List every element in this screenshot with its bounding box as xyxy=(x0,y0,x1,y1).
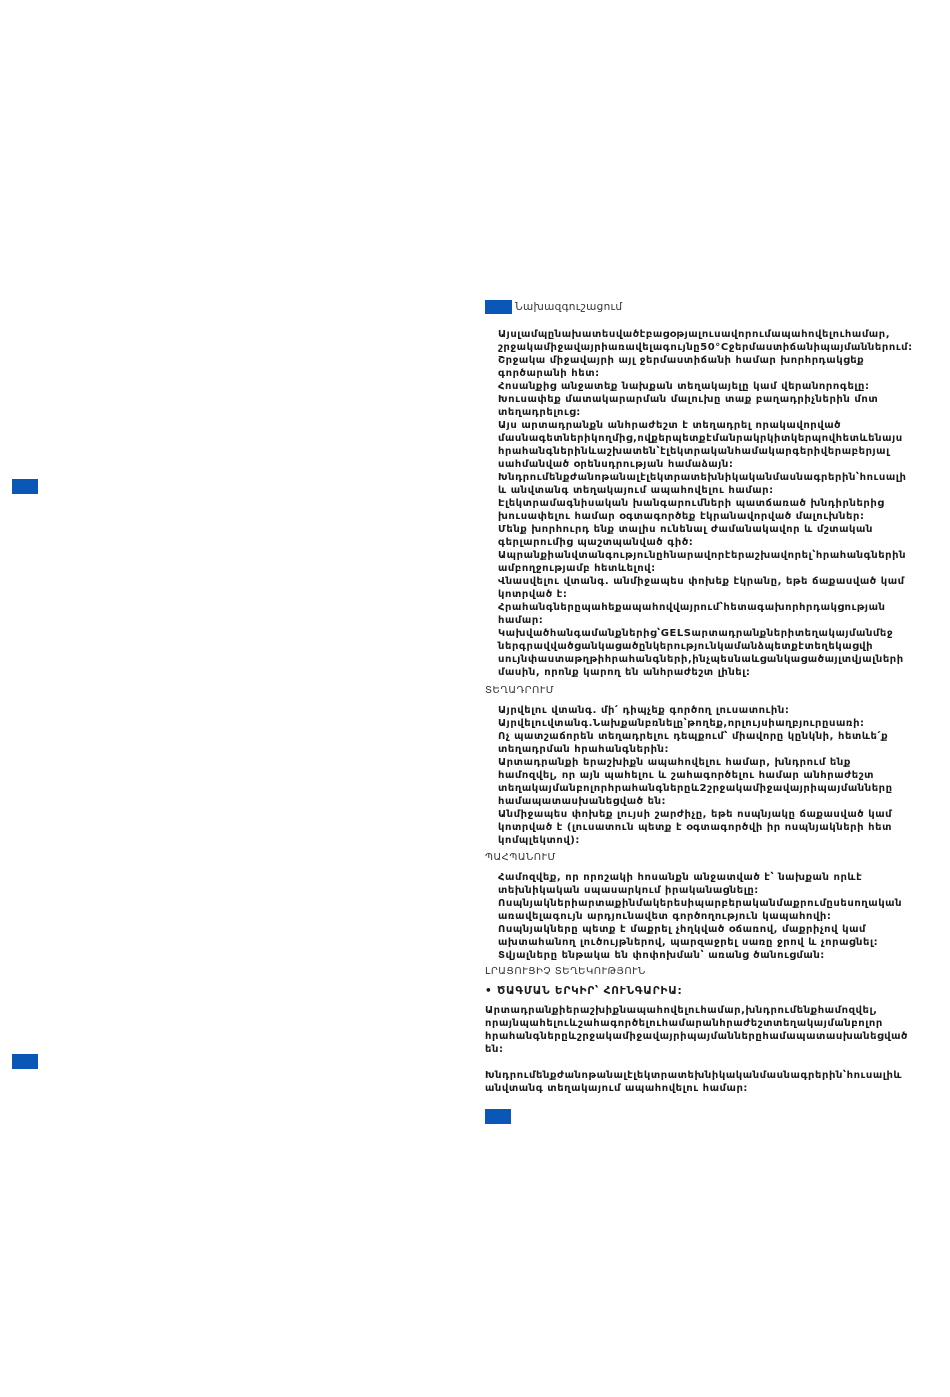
page-marker-left-top xyxy=(12,479,38,494)
text-line: հրահանգներինևաշխատեն՝էլեկտրականհամակարգերիվերաբերյալ xyxy=(498,446,890,457)
text-line: կոտրված է: xyxy=(498,589,568,600)
specifications-paragraph xyxy=(485,1069,950,1095)
text-line: Այսլամպընախատեսվածէբացօթյալուսավորումապահովելուհամար, xyxy=(498,329,891,340)
text-line: մասնագետներիկողմից,ովքերպետքէմանրակրկիտկերպովհետևենայս xyxy=(498,433,903,444)
text-line: Խուսափեք մատակարարման մալուխը տաք բաղադրիչներին մոտ xyxy=(498,394,879,405)
text-line: կոմպլեկտով): xyxy=(498,835,580,846)
text-line: շրջակամիջավայրիառավելագույնը50°Cջերմաստիճանիպայմաններում: xyxy=(498,342,913,353)
text-line: են: xyxy=(485,1044,504,1055)
footer-marker xyxy=(485,1109,511,1124)
text-line: որայնպահելուևշահագործելուհամարանհրաժեշտտեղակայմանբոլոր xyxy=(485,1018,883,1029)
text-line: տեղադրելուց: xyxy=(498,407,581,418)
text-line: տեղակայմանբոլորհրահանգներըև2շրջակամիջավայրիպայմանները xyxy=(498,783,893,794)
text-line: կոտրված է (լուսատուն պետք է օգտագործվի իր ոսպնյակների հետ xyxy=(498,822,892,833)
text-line: առավելագույն արդյունավետ գործողություն կապահովի: xyxy=(498,911,832,922)
text-line: Այրվելուվտանգ.Նախքանբռնելը՝թողեք,որլույսիաղբյուրըսառի: xyxy=(498,718,865,729)
text-line: անվտանգ տեղակայում ապահովելու համար: xyxy=(485,1083,748,1094)
section-title: Նախազգուշացում xyxy=(515,301,623,313)
warning-list xyxy=(498,328,950,679)
page-marker-left-bottom xyxy=(12,1054,38,1069)
text-line: սույնփաստաթղթիհրահանգների,ինչպեսնաևցանկացածայլտվյալների xyxy=(498,654,904,665)
document-column xyxy=(485,0,950,1397)
origin-country: • ԾԱԳՄԱՆ ԵՐԿԻՐ՝ ՀՈՒՆԳԱՐԻԱ: xyxy=(485,985,683,997)
text-line: գործարանի հետ: xyxy=(498,368,600,379)
text-line: Խնդրումենքժանոթանալէլեկտրատեխնիկականմասնագրերին՝հուսալիև xyxy=(485,1070,903,1081)
extra-info-title: ԼՐԱՑՈՒՑԻՉ ՏԵՂԵԿՈՒԹՅՈՒՆ xyxy=(485,966,646,977)
text-line: Արտադրանքի երաշխիքն ապահովելու համար, խնդրում ենք xyxy=(498,757,851,768)
header-marker xyxy=(485,300,512,314)
text-line: Անմիջապես փոխեք լույսի շարժիչը, եթե ոսպնյակը ճաքասված կամ xyxy=(498,809,893,820)
text-line: գերլարումից պաշտպանված գիծ: xyxy=(498,537,694,548)
text-line: Այրվելու վտանգ. մի՛ դիպչեք գործող լուսատուին: xyxy=(498,705,790,716)
text-line: Հոսանքից անջատեք նախքան տեղակայելը կամ վերանորոգելը: xyxy=(498,381,870,392)
warranty-paragraph xyxy=(485,1004,950,1056)
text-line: համապատասխանեցված են: xyxy=(498,796,667,807)
text-line: տեխնիկական սպասարկում իրականացնելը: xyxy=(498,885,759,896)
text-line: Շրջակա միջավայրի այլ ջերմաստիճանի համար խորհրդակցեք xyxy=(498,355,865,366)
text-line: Այս արտադրանքն անհրաժեշտ է տեղադրել որակավորված xyxy=(498,420,842,431)
text-line: մասին, որոնք կարող են անհրաժեշտ լինել: xyxy=(498,667,751,678)
section-header xyxy=(485,300,622,314)
text-line: ախտահանող լուծույթներով, պարզաջրել սառը ջրով և չորացնել: xyxy=(498,937,879,948)
text-line: Վնասվելու վտանգ. անմիջապես փոխեք էկրանը, եթե ճաքասված կամ xyxy=(498,576,905,587)
text-line: Մենք խորհուրդ ենք տալիս ունենալ ժամանակավոր և մշտական xyxy=(498,524,873,535)
installation-title: ՏԵՂԱԴՐՈՒՄ xyxy=(485,685,555,696)
maintenance-title: ՊԱՀՊԱՆՈՒՄ xyxy=(485,852,556,863)
text-line: սահմանված օրենսդրության համաձայն: xyxy=(498,459,734,470)
text-line: Արտադրանքիերաշխիքնապահովելուհամար,խնդրումենքհամոզվել, xyxy=(485,1005,878,1016)
text-line: հրահանգներըևշրջակամիջավայրիպայմաններըհամապատասխանեցված xyxy=(485,1031,908,1042)
text-line: խուսափելու համար օգտագործեք էկրանավորված մալուխներ: xyxy=(498,511,865,522)
text-line: ամբողջությամբ հետևելով: xyxy=(498,563,656,574)
text-line: ներգրավվածցանկացածընկերությունկամանձպետքէտեղեկացվի xyxy=(498,641,874,652)
text-line: տեղադրման հրահանգներին: xyxy=(498,744,670,755)
text-line: Էլեկտրամագնիսական խանգարումների պատճառած խնդիրներից xyxy=(498,498,885,509)
text-line: Ոսպնյակները պետք է մաքրել չհղկված օճառով, մաքրիչով կամ xyxy=(498,924,867,935)
text-line: Կախվածհանգամանքներից՝GELSարտադրանքներիտեղակայմանմեջ xyxy=(498,628,894,639)
text-line: Ոչ պատշաճորեն տեղադրելու դեպքում՝ միավորը կընկնի, հետևե՛ք xyxy=(498,731,889,742)
text-line: Ոսպնյակներիարտաքինմակերեսիպարբերականմաքրումըսեսողական xyxy=(498,898,903,909)
text-line: Տվյալները ենթակա են փոփոխման՝ առանց ծանուցման: xyxy=(498,950,825,961)
text-line: Հրահանգներըպահեքապահովվայրում՝հետագախորհրդակցության xyxy=(498,602,886,613)
text-line: Ապրանքիանվտանգությունըհնարավորէերաշխավորել՝հրահանգներին xyxy=(498,550,907,561)
text-line: Խնդրումենքժանոթանալէլեկտրատեխնիկականմասնագրերին՝հուսալի xyxy=(498,472,907,483)
text-line: և անվտանգ տեղակայում ապահովելու համար: xyxy=(498,485,774,496)
maintenance-list xyxy=(498,871,950,962)
installation-list xyxy=(498,704,950,847)
text-line: համար: xyxy=(498,615,544,626)
text-line: Համոզվեք, որ որոշակի հոսանքն անջատված է՝ նախքան որևէ xyxy=(498,872,863,883)
text-line: համոզվել, որ այն պահելու և շահագործելու համար անհրաժեշտ xyxy=(498,770,875,781)
